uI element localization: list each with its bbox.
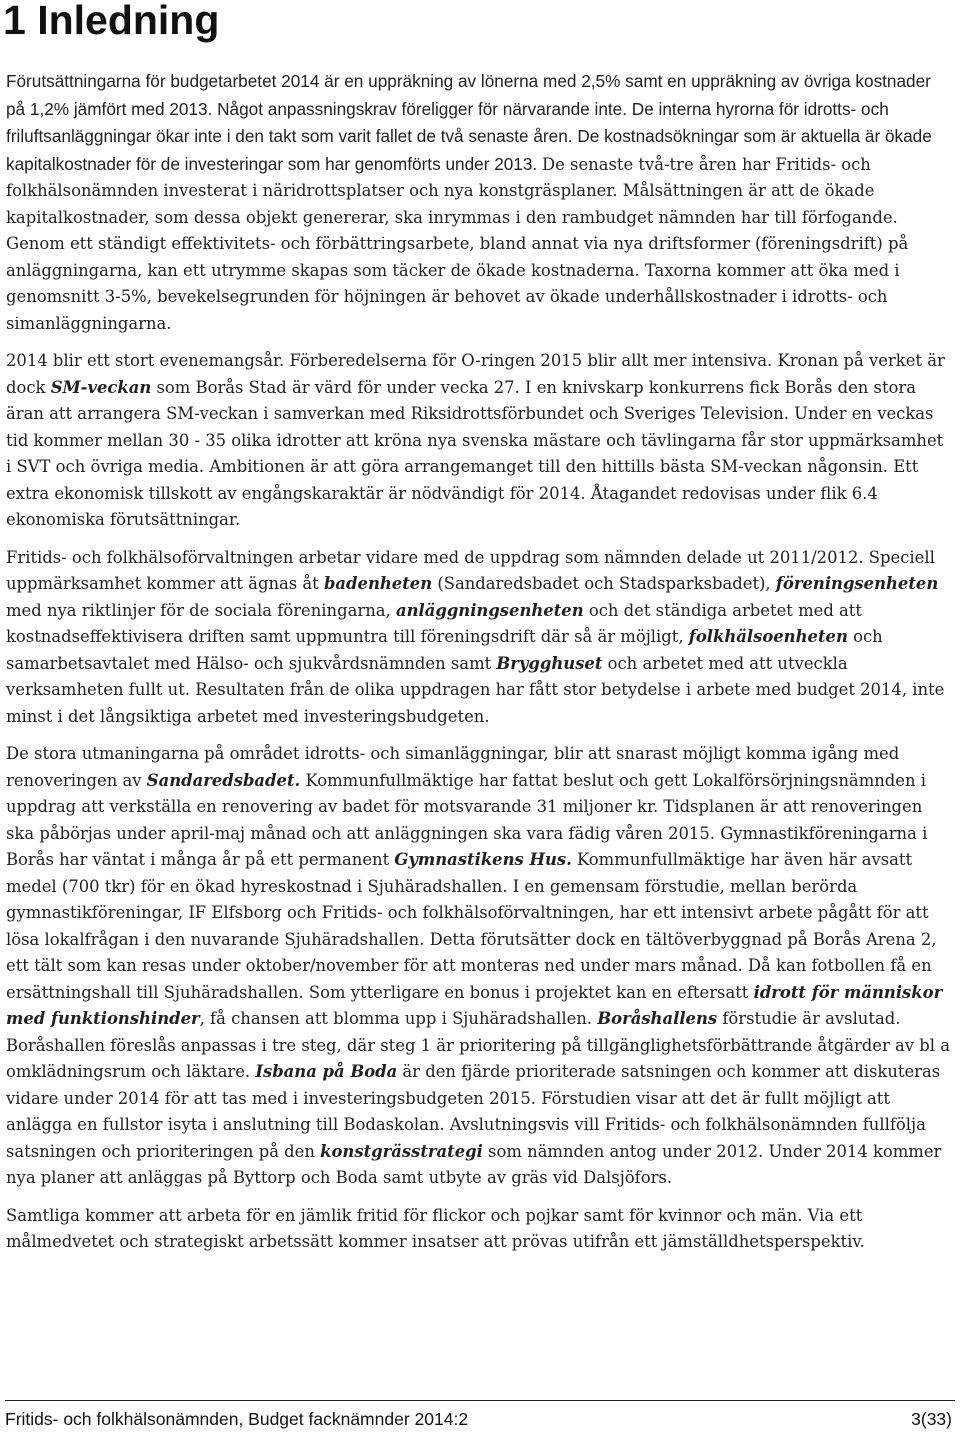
footer-page-number: 3(33) xyxy=(911,1409,952,1429)
text-run: , få chansen att blomma upp i Sjuhäradshallen. xyxy=(199,1009,598,1028)
emphasis-sandaredsbadet: Sandaredsbadet. xyxy=(146,770,301,790)
emphasis-idrott-funktionshinder: idrott för människor med funktionshinder xyxy=(6,982,943,1028)
text-run: (Sandaredsbadet och Stadsparksbadet), xyxy=(432,574,776,593)
emphasis-folkhalsoenheten: folkhälsoenheten xyxy=(688,627,848,646)
paragraph-1 xyxy=(6,68,950,337)
body-text xyxy=(6,68,950,1267)
chapter-heading: 1 Inledning xyxy=(3,0,220,43)
emphasis-brygghuset: Brygghuset xyxy=(496,653,603,673)
text-run: Fritids- och folkhälsoförvaltningen arbetar vidare med de uppdrag som nämnden delade ut 2011/2012. Speciell uppmärksamhet kommer att ägnas åt xyxy=(6,547,935,593)
text-run: Kommunfullmäktige har fattat beslut och gett Lokalförsörjningsnämnden i uppdrag att verkställa en renovering av badet för motsvarande 31 miljoner kr. Tidsplanen är att renoveringen ska påbörjas under april-maj månad och att anläggningen ska vara fädig våren 2015. Gymnastikföreningarna i Borås har väntat i många år på ett permanent xyxy=(6,770,928,869)
footer-divider xyxy=(5,1400,955,1401)
emphasis-borashallens: Boråshallens xyxy=(597,1009,718,1028)
text-run: och samarbetsavtalet med Hälso- och sjukvårdsnämnden samt xyxy=(6,627,883,673)
emphasis-foreningsenheten: föreningsenheten xyxy=(775,574,939,593)
paragraph-2 xyxy=(6,348,950,534)
emphasis-konstgrasstrategi: konstgrässtrategi xyxy=(320,1141,483,1161)
paragraph-4 xyxy=(6,741,950,1192)
paragraph-3 xyxy=(6,545,950,731)
paragraph-5: Samtliga kommer att arbeta för en jämlik fritid för flickor och pojkar samt för kvinnor och män. Via ett målmedvetet och strategiskt arbetssätt kommer insatser att prövas utifrån ett jämställdhetsperspektiv. xyxy=(6,1205,865,1251)
text-run: förstudie är avslutad. Boråshallen föreslås anpassas i tre steg, där steg 1 är prioritering på tillgänglighetsförbättrande åtgärder av bl a omklädningsrum och läktare. xyxy=(6,1009,950,1081)
emphasis-sm-veckan: SM-veckan xyxy=(50,377,152,397)
emphasis-gymnastikens-hus: Gymnastikens Hus. xyxy=(394,850,572,869)
paragraph-1-serif-text: De senaste två-tre åren har Fritids- och folkhälsonämnden investerat i näridrottsplatser och nya konstgräsplaner. Målsättningen är att de ökade kapitalkostnader, som dessa objekt genererar, ska inrymmas i den rambudget nämnden har till förfogande. Genom ett ständigt effektivitets- och förbättringsarbete, bland annat via nya driftsformer (föreningsdrift) på anläggningarna, kan ett utrymme skapas som täcker de ökade kostnaderna. Taxorna kommer att öka med i genomsnitt 3-5%, bevekelsegrunden för höjningen är behovet av ökade underhållskostnader i idrotts- och simanläggningarna. xyxy=(6,154,909,333)
emphasis-badenheten: badenheten xyxy=(323,574,433,593)
text-run: som nämnden antog under 2012. Under 2014 kommer nya planer att anläggas på Byttorp och Boda samt utbyte av gräs vid Dalsjöfors. xyxy=(6,1141,942,1187)
text-run: som Borås Stad är värd för under vecka 27. I en knivskarp konkurrens fick Borås den stora äran att arrangera SM-veckan i samverkan med Riksidrottsförbundet och Sveriges Television. Under en veckas tid kommer mellan 30 - 35 olika idrotter att kröna nya svenska mästare och tävlingarna får stor uppmärksamhet i SVT och övriga media. Ambitionen är att göra arrangemanget till den hittills bästa SM-veckan någonsin. Ett extra ekonomisk tillskott av engångskaraktär är nödvändigt för 2014. Åtagandet redovisas under flik 6.4 ekonomiska förutsättningar. xyxy=(6,377,944,529)
paragraph-1-sans-text: Förutsättningarna för budgetarbetet 2014 är en uppräkning av lönerna med 2,5% samt en uppräkning av övriga kostnader på 1,2% jämfört med 2013. Något anpassningskrav föreligger för närvarande inte. De interna hyrorna för idrotts- och friluftsanläggningar ökar inte i den takt som varit fallet de två senaste åren. De kostnadsökningar som är aktuella är ökade kapitalkostnader för de investeringar som har genomförts under 2013. xyxy=(6,71,932,174)
text-run: Kommunfullmäktige har även här avsatt medel (700 tkr) för en ökad hyreskostnad i Sjuhäradshallen. I en gemensam förstudie, mellan berörda gymnastikföreningar, IF Elfsborg och Fritids- och folkhälsoförvaltningen, har ett intensivt arbete pågått för att lösa lokalfrågan i den nuvarande Sjuhäradshallen. Detta förutsätter dock en tältöverbyggnad på Borås Arena 2, ett tält som kan resas under oktober/november för att monteras ned under mars månad. Då kan fotbollen få en ersättningshall till Sjuhäradshallen. Som ytterligare en bonus i projektet kan en eftersatt xyxy=(6,850,937,1002)
text-run: och det ständiga arbetet med att kostnadseffektivisera driften samt uppmuntra till föreningsdrift där så är möjligt, xyxy=(6,600,862,646)
text-run: är den fjärde prioriterade satsningen och kommer att diskuteras vidare under 2014 för att tas med i investeringsbudgeten 2015. Förstudien visar att det är fullt möjligt att anlägga en fullstor isyta i anslutning till Bodaskolan. Avslutningsvis vill Fritids- och folkhälsonämnden fullfölja satsningen och prioriteringen på den xyxy=(6,1062,941,1161)
text-run: och arbetet med att utveckla verksamheten fullt ut. Resultaten från de olika uppdragen har fått stor betydelse i arbete med budget 2014, inte minst i det långsiktiga arbetet med investeringsbudgeten. xyxy=(6,653,945,726)
text-run: med nya riktlinjer för de sociala föreningarna, xyxy=(6,600,396,620)
text-run: 2014 blir ett stort evenemangsår. Förberedelserna för O-ringen 2015 blir allt mer intensiva. Kronan på verket är dock xyxy=(6,351,945,397)
emphasis-anlaggningsenheten: anläggningsenheten xyxy=(395,600,584,620)
text-run: De stora utmaningarna på området idrotts- och simanläggningar, blir att snarast möjligt komma igång med renoveringen av xyxy=(6,744,900,790)
emphasis-isbana-pa-boda: Isbana på Boda xyxy=(255,1062,398,1081)
footer-document-title: Fritids- och folkhälsonämnden, Budget facknämnder 2014:2 xyxy=(5,1409,469,1429)
